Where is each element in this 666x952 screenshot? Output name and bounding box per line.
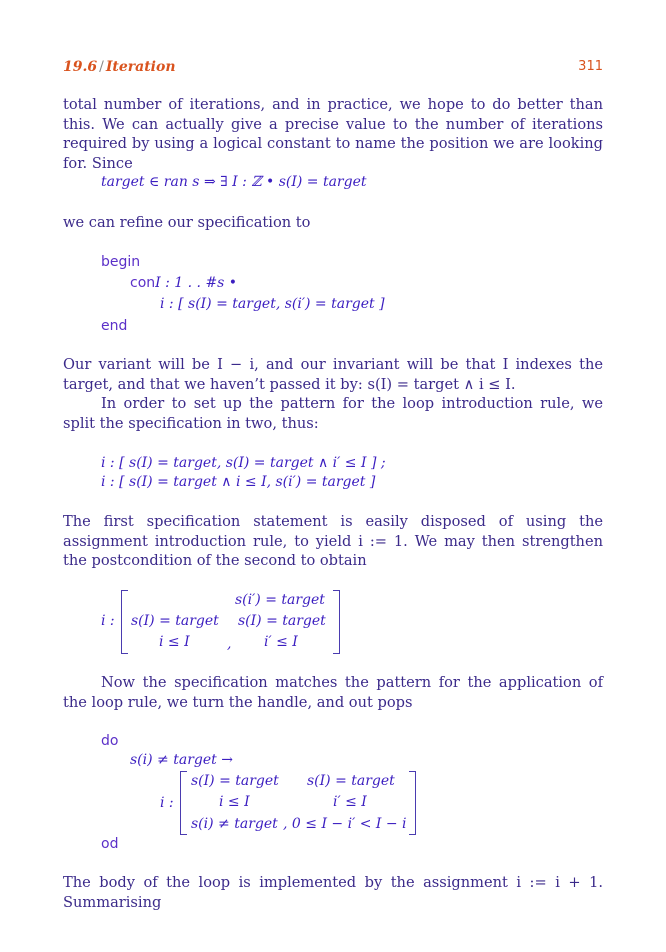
cell-r1c2: s(i′) = target [235,592,325,608]
cell-r3c1: i ≤ I [159,634,190,650]
cell-r2c2: i′ ≤ I [333,794,367,810]
spec-lhs: i : [101,613,115,629]
cell-r3c2: i′ ≤ I [264,634,298,650]
cell-r2c2: s(I) = target [238,613,326,629]
running-header [63,59,176,75]
con-range: I : 1 . . #s • [155,275,238,291]
paragraph-text: Our variant will be I − i, and our invariant will be that I indexes the target, and that we haven’t passed it by: s(I) = target ∧ i ≤ I. [63,356,603,393]
loop-guard: s(i) ≠ target → [130,752,233,768]
keyword-do: do [101,733,119,749]
paragraph-3 [63,355,603,433]
keyword-od: od [101,836,119,852]
header-separator: / [99,59,104,75]
section-number: 19.6 [63,59,98,75]
cell-r2c1: i ≤ I [219,794,250,810]
right-bracket [409,771,416,835]
split-spec-line-1: i : [ s(I) = target, s(I) = target ∧ i′ ≤ I ] ; [101,455,386,471]
keyword-begin: begin [101,254,141,270]
cell-r3c2: , 0 ≤ I − i′ < I − i [283,816,407,832]
con-declaration [130,275,237,291]
paragraph-text: The body of the loop is implemented by the assignment i := i + 1. Summarising [63,874,603,911]
paragraph-text: In order to set up the pattern for the loop introduction rule, we split the specification in two, thus: [63,395,603,432]
specification-statement: i : [ s(I) = target, s(i′) = target ] [160,296,385,312]
paragraph-text: total number of iterations, and in practice, we hope to do better than this. We can actually give a precise value to the number of iterations required by using a logical constant to name the position we are looking for. Since [63,96,603,172]
comma: , [227,636,232,652]
paragraph-4 [63,512,603,571]
paragraph-text: Now the specification matches the pattern for the application of the loop rule, we turn the handle, and out pops [63,674,603,711]
split-spec-line-2: i : [ s(I) = target ∧ i ≤ I, s(i′) = target ] [101,474,376,490]
paragraph-text: we can refine our specification to [63,214,311,231]
paragraph-5 [63,673,603,712]
section-title: Iteration [105,59,176,75]
paragraph-6 [63,873,603,912]
spec-lhs: i : [160,795,174,811]
paragraph-2 [63,213,603,233]
keyword-end: end [101,318,128,334]
formula-exists: target ∈ ran s ⇒ ∃ I : ℤ • s(I) = target [101,174,367,190]
cell-r3c1: s(i) ≠ target [191,816,278,832]
cell-r1c1: s(I) = target [191,773,279,789]
paragraph-text: The first specification statement is easily disposed of using the assignment introduction rule, to yield i := 1. We may then strengthen the postcondition of the second to obtain [63,513,603,570]
cell-r1c2: s(I) = target [307,773,395,789]
keyword-con: con [130,275,156,291]
left-bracket [121,590,128,654]
paragraph-1 [63,95,603,173]
right-bracket [333,590,340,654]
cell-r2c1: s(I) = target [131,613,219,629]
left-bracket [180,771,187,835]
page-number: 311 [578,59,603,74]
